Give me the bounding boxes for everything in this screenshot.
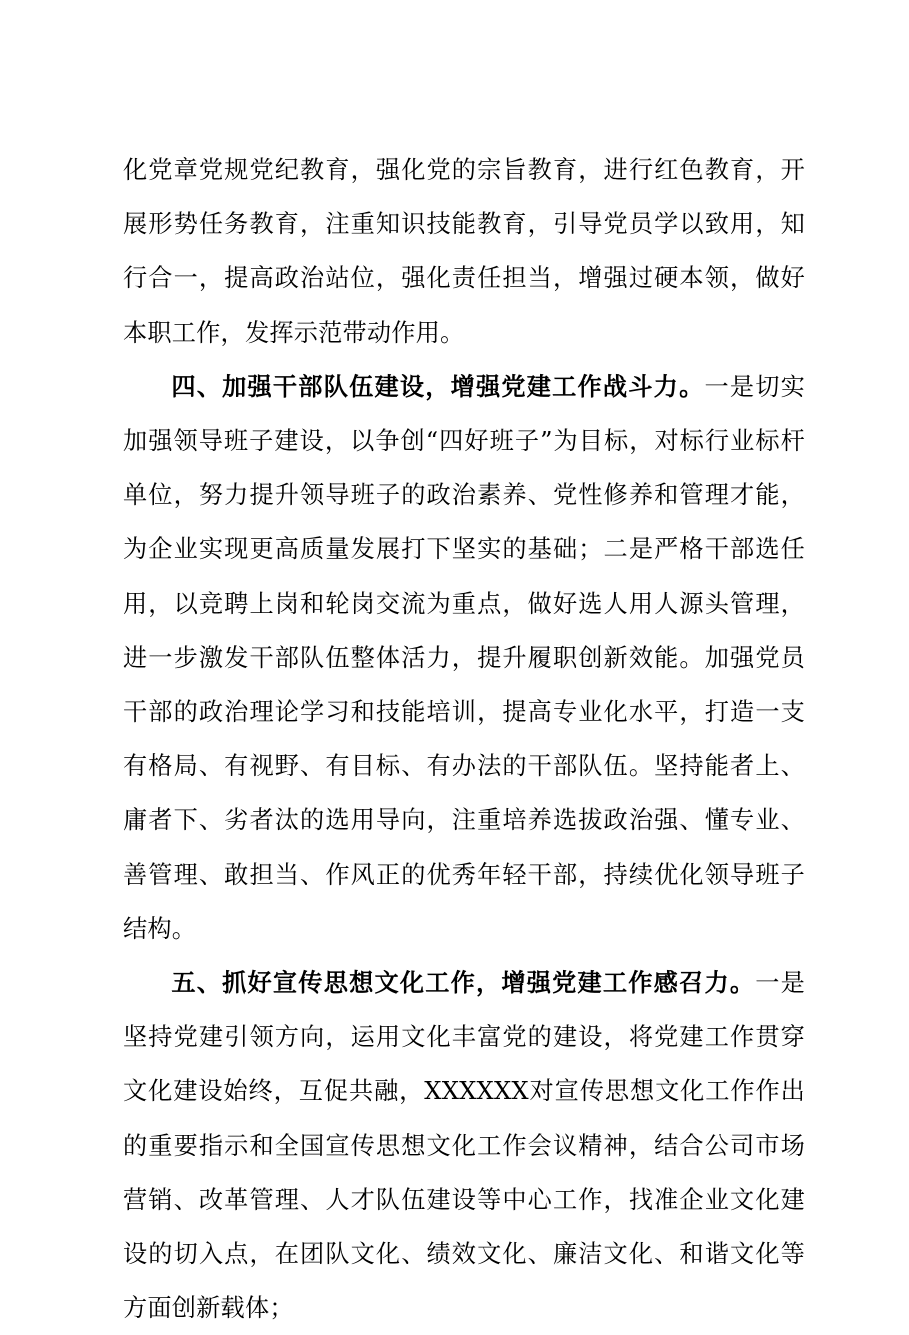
paragraph-continuation: 化党章党规党纪教育，强化党的宗旨教育，进行红色教育，开展形势任务教育，注重知识技能教育，引导党员学以致用，知行合一，提高政治站位，强化责任担当，增强过硬本领，做好本职工作，发挥示范带动作用。 bbox=[123, 156, 805, 347]
section-four-body: 一是切实加强领导班子建设，以争创“四好班子”为目标，对标行业标杆单位，努力提升领导班子的政治素养、党性修养和管理才能，为企业实现更高质量发展打下坚实的基础；二是严格干部选任用，以竞聘上岗和轮岗交流为重点，做好选人用人源头管理，进一步激发干部队伍整体活力，提升履职创新效能。加强党员干部的政治理论学习和技能培训，提高专业化水平，打造一支有格局、有视野、有目标、有办法的干部队伍。坚持能者上、庸者下、劣者汰的选用导向，注重培养选拔政治强、懂专业、善管理、敢担当、作风正的优秀年轻干部，持续优化领导班子结构。 bbox=[123, 372, 805, 943]
section-five-body: 一是坚持党建引领方向，运用文化丰富党的建设，将党建工作贯穿文化建设始终，互促共融，XXXXXX对宣传思想文化工作作出的重要指示和全国宣传思想文化工作会议精神，结合公司市场营销、改革管理、人才队伍建设等中心工作，找准企业文化建设的切入点，在团队文化、绩效文化、廉洁文化、和谐文化等方面创新载体； bbox=[123, 969, 805, 1323]
section-four-heading: 四、加强干部队伍建设，增强党建工作战斗力。 bbox=[171, 372, 705, 401]
section-five-heading: 五、抓好宣传思想文化工作，增强党建工作感召力。 bbox=[171, 969, 756, 998]
paragraph-section-four bbox=[123, 360, 805, 956]
paragraph-section-five bbox=[123, 956, 805, 1335]
document-body bbox=[123, 143, 805, 1335]
